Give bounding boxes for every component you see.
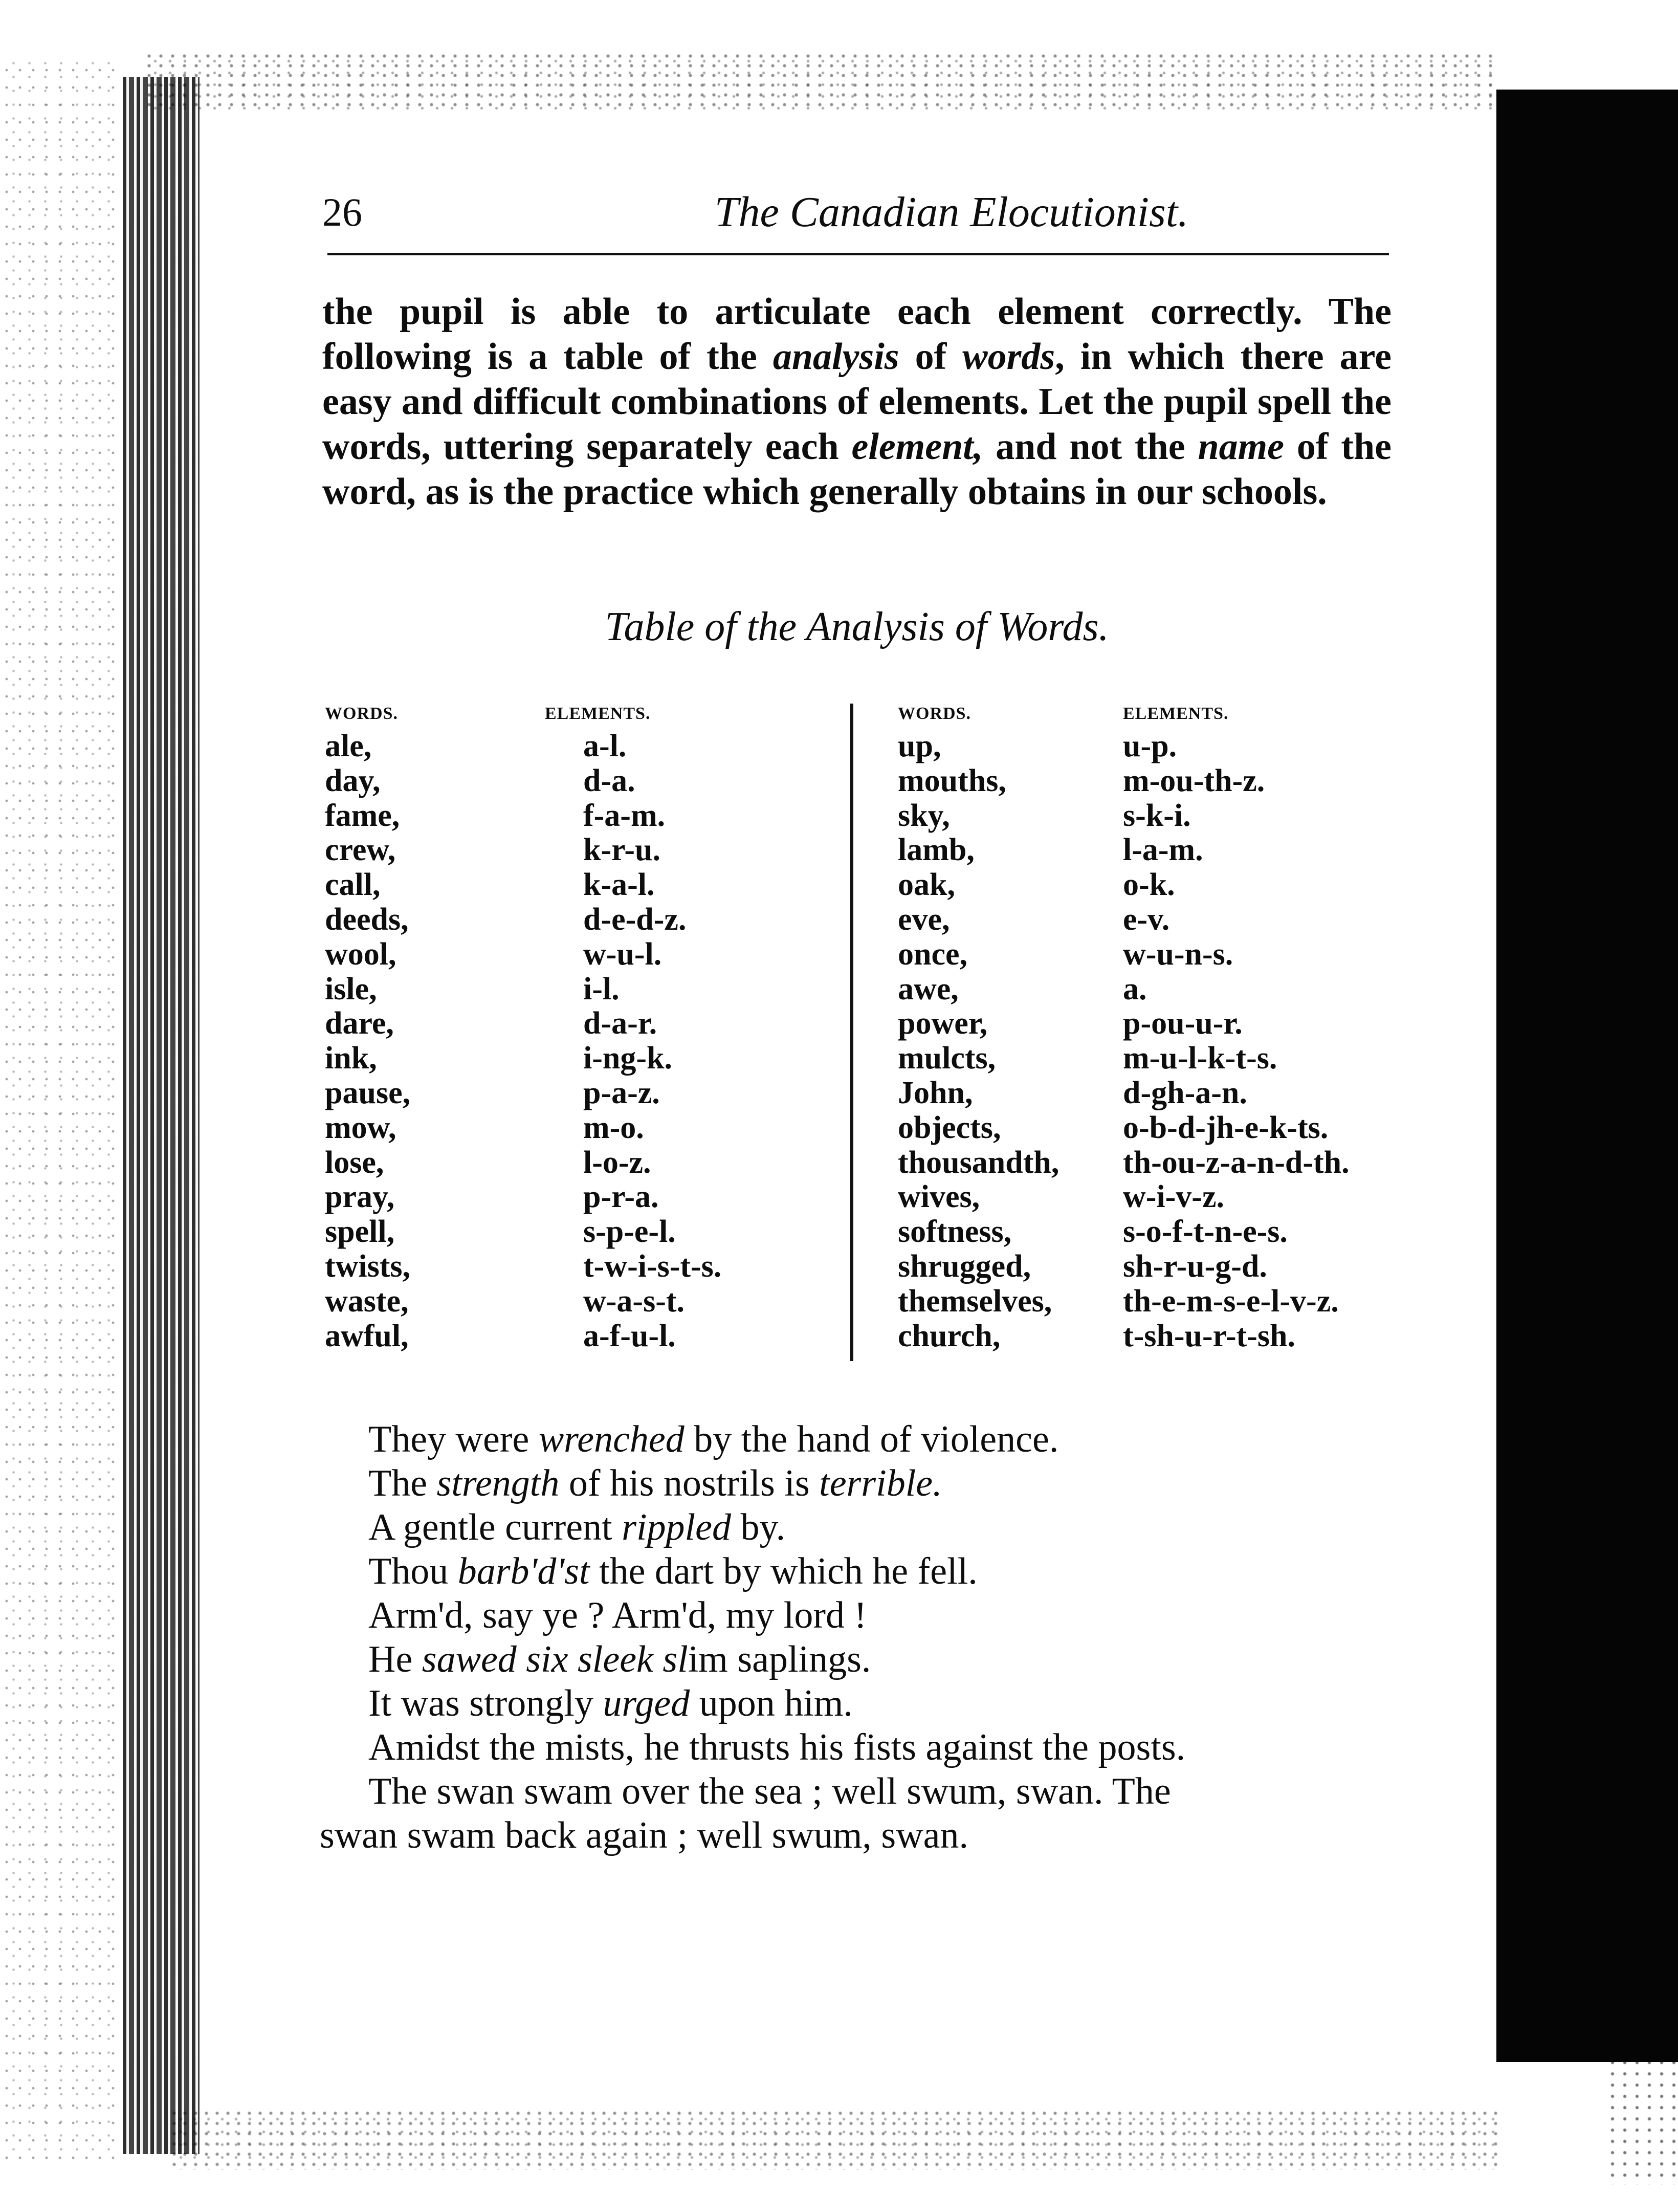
elements-cell: w-u-n-s. — [1123, 936, 1233, 972]
word-cell: day, — [325, 763, 381, 798]
example-line — [368, 1681, 1397, 1725]
word-cell: waste, — [325, 1283, 409, 1319]
elements-cell: d-gh-a-n. — [1123, 1075, 1247, 1110]
word-cell: call, — [325, 867, 381, 903]
elements-cell: k-a-l. — [583, 867, 655, 903]
word-cell: wives, — [898, 1179, 980, 1215]
word-cell: mulcts, — [898, 1041, 996, 1076]
table-left-header — [325, 698, 816, 729]
word-cell: mouths, — [898, 763, 1006, 798]
table-row — [325, 1146, 816, 1180]
example-sentences — [320, 1417, 1397, 1857]
example-text: The — [368, 1462, 437, 1504]
elements-cell: o-b-d-jh-e-k-ts. — [1123, 1110, 1329, 1145]
word-cell: softness, — [898, 1214, 1012, 1250]
table-row — [325, 833, 816, 868]
elements-cell: m-ou-th-z. — [1123, 763, 1265, 798]
scan-top-edge-speckle — [143, 51, 1499, 113]
table-row — [898, 1146, 1409, 1180]
table-row — [898, 799, 1409, 834]
elements-cell: l-o-z. — [583, 1145, 651, 1180]
table-row — [325, 1111, 816, 1146]
example-emphasis: terrible. — [819, 1462, 942, 1504]
example-text: He — [368, 1638, 422, 1680]
table-row — [325, 799, 816, 834]
example-text: Arm'd, say ye ? Arm'd, my lord ! — [368, 1594, 867, 1636]
table-row — [898, 1319, 1409, 1354]
word-cell: sky, — [898, 798, 950, 833]
word-cell: isle, — [325, 971, 377, 1006]
elements-cell: t-w-i-s-t-s. — [583, 1249, 722, 1284]
intro-text-4: and not the — [983, 426, 1198, 468]
intro-italic-name: name — [1198, 426, 1285, 468]
table-row — [898, 1250, 1409, 1284]
example-text: the dart by which he fell. — [589, 1550, 978, 1592]
intro-text-1: the pupil is able to articulate each element correctly. The following is a table of the — [322, 291, 1392, 378]
example-text: They were — [368, 1418, 539, 1460]
elements-cell: d-e-d-z. — [583, 902, 687, 937]
elements-cell: a-l. — [583, 729, 627, 763]
table-row — [898, 868, 1409, 903]
example-text: by the hand of violence. — [684, 1418, 1059, 1460]
word-cell: objects, — [898, 1110, 1001, 1145]
intro-paragraph — [322, 289, 1392, 514]
word-cell: church, — [898, 1318, 1001, 1353]
word-cell: thousandth, — [898, 1145, 1059, 1180]
table-row — [898, 1111, 1409, 1146]
table-row — [325, 903, 816, 937]
table-heading: Table of the Analysis of Words. — [605, 604, 1109, 649]
table-row — [325, 1006, 816, 1041]
word-cell: up, — [898, 729, 941, 763]
table-row — [325, 1076, 816, 1111]
elements-cell: th-e-m-s-e-l-v-z. — [1123, 1283, 1339, 1319]
example-line — [368, 1549, 1397, 1593]
table-right-header — [898, 698, 1409, 729]
scan-bottom-edge-speckle — [169, 2108, 1499, 2170]
elements-cell: d-a-r. — [583, 1006, 657, 1041]
word-cell: lose, — [325, 1145, 384, 1180]
table-row — [898, 729, 1409, 764]
elements-cell: i-ng-k. — [583, 1041, 672, 1076]
table-right-rows — [898, 729, 1409, 1353]
word-cell: wool, — [325, 936, 396, 972]
elements-cell: a. — [1123, 971, 1147, 1006]
elements-cell: o-k. — [1123, 867, 1175, 903]
elements-cell: d-a. — [583, 763, 635, 798]
analysis-table-left — [325, 698, 816, 1353]
example-text: It was strongly — [368, 1682, 603, 1724]
elements-cell: m-o. — [583, 1110, 644, 1145]
word-cell: pray, — [325, 1179, 395, 1215]
example-text: The swan swam over the sea ; well swum, swan. The — [368, 1770, 1171, 1812]
analysis-table-right — [898, 698, 1409, 1353]
example-line — [368, 1769, 1397, 1813]
word-cell: twists, — [325, 1249, 411, 1284]
word-cell: John, — [898, 1075, 973, 1110]
example-line — [368, 1725, 1397, 1769]
example-line — [320, 1813, 1397, 1857]
word-cell: power, — [898, 1006, 988, 1041]
table-row — [325, 1215, 816, 1250]
table-row — [325, 1250, 816, 1284]
intro-text-3: , in which there are easy and difficult combinations of elements. Let the pupil spell the words, uttering separately each — [322, 336, 1392, 468]
elements-cell: p-a-z. — [583, 1075, 660, 1110]
word-cell: ink, — [325, 1041, 377, 1076]
word-cell: eve, — [898, 902, 950, 937]
word-cell: mow, — [325, 1110, 396, 1145]
col-header-elements: ELEMENTS. — [545, 704, 651, 723]
table-row — [325, 764, 816, 799]
elements-cell: p-r-a. — [583, 1179, 659, 1215]
table-left-rows — [325, 729, 816, 1353]
table-row — [898, 764, 1409, 799]
page-number: 26 — [322, 190, 362, 234]
example-line — [368, 1417, 1397, 1461]
example-line — [368, 1461, 1397, 1505]
example-text: upon him. — [690, 1682, 853, 1724]
elements-cell: m-u-l-k-t-s. — [1123, 1041, 1277, 1076]
word-cell: oak, — [898, 867, 955, 903]
table-row — [898, 972, 1409, 1007]
elements-cell: a-f-u-l. — [583, 1318, 676, 1353]
header-rule — [327, 253, 1389, 255]
word-cell: awful, — [325, 1318, 409, 1353]
example-text: Amidst the mists, he thrusts his fists against the posts. — [368, 1726, 1186, 1768]
book-spine-shadow — [123, 77, 200, 2154]
elements-cell: u-p. — [1123, 729, 1177, 763]
table-row — [898, 937, 1409, 972]
elements-cell: k-r-u. — [583, 833, 660, 868]
example-emphasis: rippled — [622, 1506, 731, 1548]
example-line — [368, 1637, 1397, 1681]
table-row — [325, 1180, 816, 1215]
word-cell: crew, — [325, 833, 396, 868]
example-emphasis: barb'd'st — [457, 1550, 590, 1592]
table-row — [898, 1041, 1409, 1076]
word-cell: deeds, — [325, 902, 409, 937]
table-row — [898, 1284, 1409, 1319]
intro-italic-words: words — [962, 336, 1055, 378]
elements-cell: f-a-m. — [583, 798, 666, 833]
table-row — [898, 833, 1409, 868]
elements-cell: e-v. — [1123, 902, 1170, 937]
table-row — [898, 1076, 1409, 1111]
table-row — [325, 1041, 816, 1076]
example-text: A gentle current — [368, 1506, 622, 1548]
col-header-words: WORDS. — [898, 704, 971, 723]
table-row — [898, 903, 1409, 937]
example-emphasis: sawed six sleek sl — [422, 1638, 688, 1680]
elements-cell: s-o-f-t-n-e-s. — [1123, 1214, 1288, 1250]
table-row — [898, 1215, 1409, 1250]
table-row — [325, 937, 816, 972]
word-cell: dare, — [325, 1006, 394, 1041]
scan-right-dark-margin — [1496, 90, 1678, 2062]
elements-cell: t-sh-u-r-t-sh. — [1123, 1318, 1295, 1353]
scan-left-edge-speckle — [0, 61, 123, 2159]
example-text: by. — [731, 1506, 786, 1548]
word-cell: shrugged, — [898, 1249, 1031, 1284]
example-line — [368, 1593, 1397, 1637]
table-row — [325, 1284, 816, 1319]
col-header-elements: ELEMENTS. — [1123, 704, 1229, 723]
table-column-divider — [850, 704, 853, 1361]
elements-cell: s-p-e-l. — [583, 1214, 676, 1250]
intro-text-2: of — [899, 336, 963, 378]
example-emphasis: strength — [436, 1462, 560, 1504]
elements-cell: p-ou-u-r. — [1123, 1006, 1243, 1041]
running-title: The Canadian Elocutionist. — [714, 188, 1189, 236]
table-row — [325, 972, 816, 1007]
elements-cell: s-k-i. — [1123, 798, 1191, 833]
elements-cell: l-a-m. — [1123, 833, 1203, 868]
example-text: swan swam back again ; well swum, swan. — [320, 1814, 969, 1856]
elements-cell: sh-r-u-g-d. — [1123, 1249, 1267, 1284]
example-line — [368, 1505, 1397, 1549]
table-row — [325, 868, 816, 903]
example-emphasis: wrenched — [538, 1418, 685, 1460]
elements-cell: i-l. — [583, 971, 620, 1006]
table-row — [325, 729, 816, 764]
scan-bottom-right-speckle — [1606, 2057, 1678, 2185]
elements-cell: w-i-v-z. — [1123, 1179, 1224, 1215]
table-row — [898, 1180, 1409, 1215]
word-cell: once, — [898, 936, 968, 972]
intro-text-5: of the word, as is the practice which generally obtains in our schools. — [322, 426, 1392, 513]
table-row — [325, 1319, 816, 1354]
col-header-words: WORDS. — [325, 704, 398, 723]
word-cell: awe, — [898, 971, 959, 1006]
intro-italic-analysis: analysis — [772, 336, 899, 378]
word-cell: fame, — [325, 798, 400, 833]
word-cell: pause, — [325, 1075, 411, 1110]
example-emphasis: urged — [603, 1682, 690, 1724]
example-text: of his nostrils is — [559, 1462, 820, 1504]
word-cell: ale, — [325, 729, 372, 763]
word-cell: lamb, — [898, 833, 975, 868]
example-text: im saplings. — [688, 1638, 871, 1680]
word-cell: themselves, — [898, 1283, 1052, 1319]
table-row — [898, 1006, 1409, 1041]
elements-cell: w-a-s-t. — [583, 1283, 685, 1319]
page-header — [322, 187, 1392, 238]
example-text: Thou — [368, 1550, 458, 1592]
elements-cell: w-u-l. — [583, 936, 662, 972]
intro-italic-element: element, — [851, 426, 983, 468]
word-cell: spell, — [325, 1214, 395, 1250]
elements-cell: th-ou-z-a-n-d-th. — [1123, 1145, 1350, 1180]
